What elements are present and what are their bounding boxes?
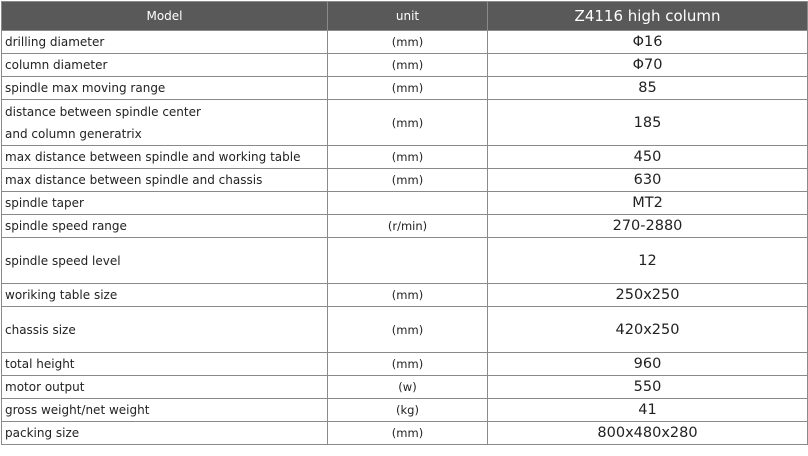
value-cell: 800x480x280 — [488, 422, 808, 445]
param-label: spindle speed range — [2, 215, 328, 238]
param-label: packing size — [2, 422, 328, 445]
value-cell: MT2 — [488, 192, 808, 215]
param-label: max distance between spindle and working table — [2, 146, 328, 169]
table-row — [2, 215, 808, 238]
param-label: motor output — [2, 376, 328, 399]
table-row — [2, 77, 808, 100]
unit-cell: (mm) — [328, 284, 488, 307]
table-row — [2, 192, 808, 215]
param-label: woriking table size — [2, 284, 328, 307]
unit-cell: (w) — [328, 376, 488, 399]
value-cell: 12 — [488, 238, 808, 284]
unit-cell: (mm) — [328, 31, 488, 54]
unit-cell: (mm) — [328, 422, 488, 445]
value-cell: Φ70 — [488, 54, 808, 77]
value-cell: 85 — [488, 77, 808, 100]
unit-cell — [328, 238, 488, 284]
param-label: spindle max moving range — [2, 77, 328, 100]
value-cell: 420x250 — [488, 307, 808, 353]
unit-cell: (r/min) — [328, 215, 488, 238]
param-label: gross weight/net weight — [2, 399, 328, 422]
param-label: spindle taper — [2, 192, 328, 215]
unit-cell: (mm) — [328, 146, 488, 169]
table-row — [2, 422, 808, 445]
value-cell: 185 — [488, 100, 808, 146]
value-cell: 630 — [488, 169, 808, 192]
table-row — [2, 54, 808, 77]
value-cell: 960 — [488, 353, 808, 376]
param-label: drilling diameter — [2, 31, 328, 54]
unit-cell: (mm) — [328, 307, 488, 353]
param-label: chassis size — [2, 307, 328, 353]
unit-cell: (mm) — [328, 169, 488, 192]
header-row — [2, 2, 808, 31]
value-cell: Φ16 — [488, 31, 808, 54]
table-row — [2, 307, 808, 353]
table-row — [2, 31, 808, 54]
table-row — [2, 376, 808, 399]
unit-cell: (mm) — [328, 77, 488, 100]
param-label: total height — [2, 353, 328, 376]
unit-cell: (mm) — [328, 100, 488, 146]
table-row — [2, 100, 808, 146]
value-cell: 41 — [488, 399, 808, 422]
unit-cell: (kg) — [328, 399, 488, 422]
param-label — [2, 100, 328, 146]
unit-cell — [328, 192, 488, 215]
param-label-line2: and column generatrix — [5, 126, 142, 141]
unit-cell: (mm) — [328, 353, 488, 376]
table-row — [2, 238, 808, 284]
table-row — [2, 353, 808, 376]
table-row — [2, 284, 808, 307]
param-label: max distance between spindle and chassis — [2, 169, 328, 192]
table-row — [2, 399, 808, 422]
header-model: Model — [2, 2, 328, 31]
value-cell: 550 — [488, 376, 808, 399]
spec-table — [1, 1, 808, 445]
param-label: column diameter — [2, 54, 328, 77]
table-row — [2, 146, 808, 169]
value-cell: 250x250 — [488, 284, 808, 307]
unit-cell: (mm) — [328, 54, 488, 77]
param-label-line1: distance between spindle center — [5, 104, 201, 119]
value-cell: 450 — [488, 146, 808, 169]
value-cell: 270-2880 — [488, 215, 808, 238]
param-label: spindle speed level — [2, 238, 328, 284]
header-unit: unit — [328, 2, 488, 31]
header-model-value: Z4116 high column — [488, 2, 808, 31]
table-row — [2, 169, 808, 192]
